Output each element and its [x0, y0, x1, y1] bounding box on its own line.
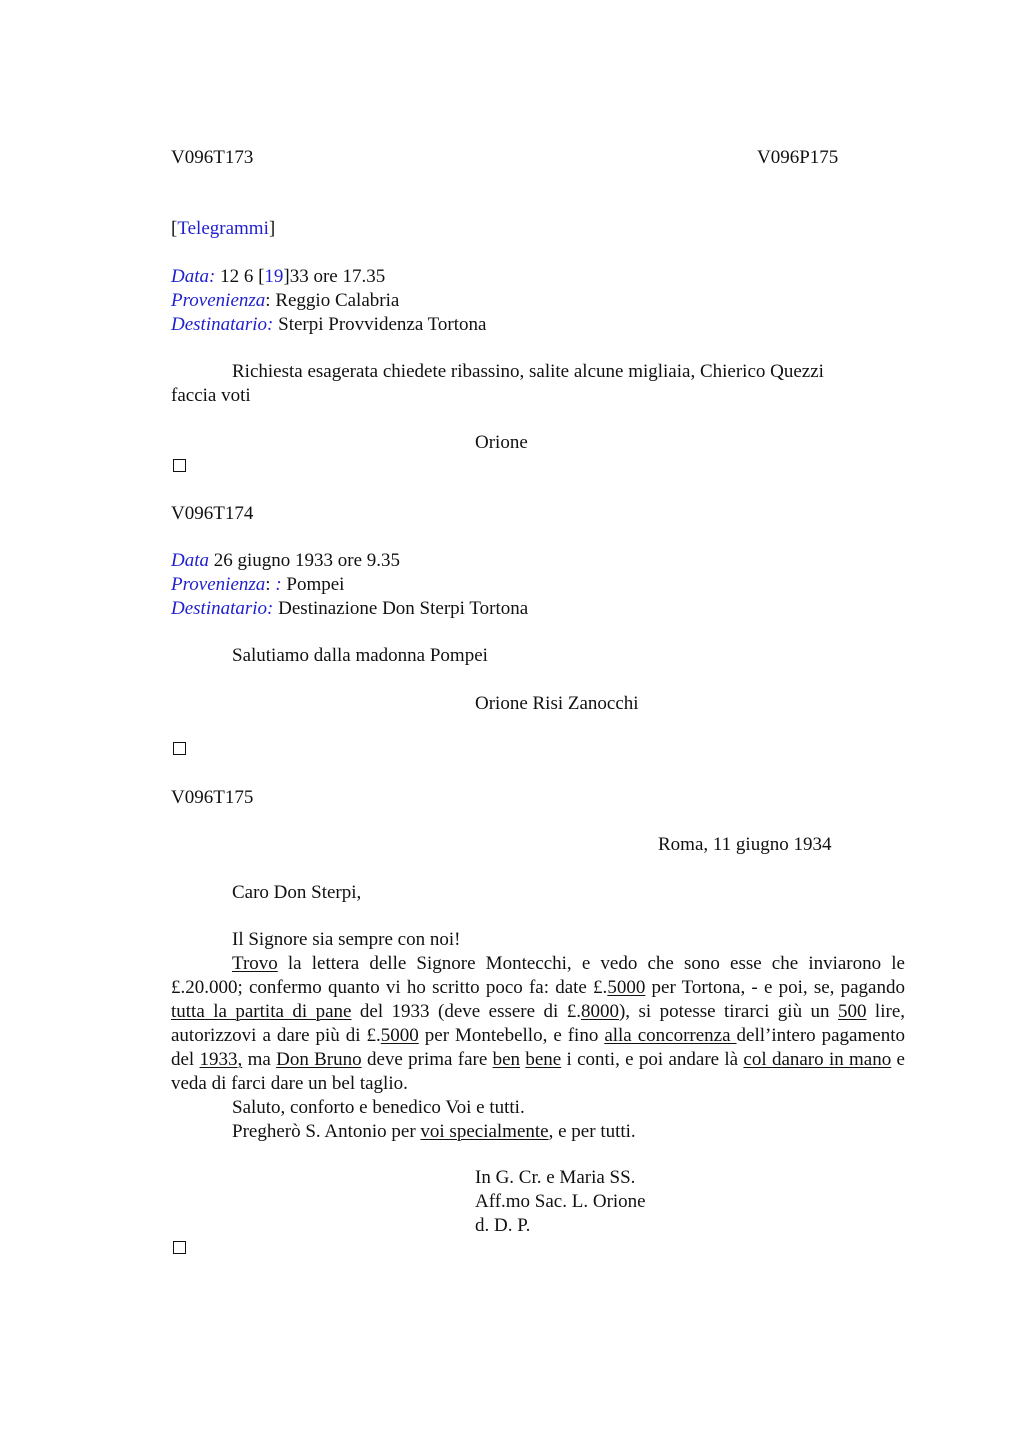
underlined-text: voi specialmente: [420, 1121, 549, 1142]
underlined-text: alla concorrenza: [604, 1025, 737, 1046]
text: ma: [242, 1049, 277, 1070]
text: del 1933 (deve essere di £.: [351, 1001, 581, 1022]
text: i conti, e poi andare là: [561, 1049, 744, 1070]
section-separator-box-icon: [173, 742, 186, 755]
letter-place-date: Roma, 11 giugno 1934: [658, 834, 832, 855]
telegram1-data-line: [171, 265, 385, 289]
text: dell’intero pagamento del: [171, 1025, 905, 1070]
telegram2-destinatario-line: [171, 597, 528, 621]
telegram2-signature: Orione Risi Zanocchi: [475, 693, 639, 714]
letter-body: [171, 928, 905, 1144]
letter-code: V096T175: [171, 787, 254, 808]
text: ), si potesse tirarci giù un: [618, 1001, 838, 1022]
provenienza-sep: :: [265, 574, 271, 595]
data-value-pre: 12 6 [: [215, 266, 265, 287]
document-code-left: V096T173: [171, 147, 254, 168]
text: e veda di farci dare un bel taglio.: [171, 1049, 905, 1094]
underlined-text: 500: [837, 1001, 867, 1022]
underlined-text: ben: [492, 1049, 521, 1070]
bracket-close: ]: [268, 218, 276, 239]
text: deve prima fare: [361, 1049, 493, 1070]
provenienza-value: Reggio Calabria: [270, 290, 400, 311]
telegram1-destinatario-line: [171, 313, 486, 337]
section-heading-label: Telegrammi: [177, 218, 269, 239]
text: , e per tutti.: [548, 1121, 636, 1142]
data-value-post: ]33 ore 17.35: [283, 266, 386, 287]
destinatario-label: Destinatario:: [171, 598, 274, 619]
text: lire, autorizzovi a dare più di £.: [171, 1001, 905, 1046]
letter-closing-2: Aff.mo Sac. L. Orione: [475, 1191, 646, 1212]
data-label: Data: [171, 550, 209, 571]
letter-closing-3: d. D. P.: [475, 1215, 531, 1236]
data-value-year: 19: [264, 266, 284, 287]
telegram2-data-line: [171, 549, 400, 573]
underlined-text: 5000: [380, 1025, 419, 1046]
telegram2-provenienza-line: [171, 573, 344, 597]
provenienza-label: Provenienza: [171, 574, 266, 595]
underlined-text: Trovo: [232, 953, 278, 974]
data-value: 26 giugno 1933 ore 9.35: [209, 550, 401, 571]
data-label: Data:: [171, 266, 216, 287]
provenienza-extra: :: [270, 574, 282, 595]
telegram1-body-line2: faccia voti: [171, 385, 251, 406]
destinatario-value: Sterpi Provvidenza Tortona: [273, 314, 487, 335]
destinatario-label: Destinatario:: [171, 314, 274, 335]
section-heading: [171, 217, 275, 241]
underlined-text: Don Bruno: [276, 1049, 362, 1070]
letter-paragraph-4: [171, 1120, 905, 1144]
provenienza-label: Provenienza: [171, 290, 266, 311]
text: Pregherò S. Antonio per: [232, 1121, 421, 1142]
section-separator-box-icon: [173, 459, 186, 472]
telegram1-provenienza-line: [171, 289, 399, 313]
telegram1-signature: Orione: [475, 432, 528, 453]
underlined-text: 8000: [580, 1001, 619, 1022]
underlined-text: 5000: [607, 977, 646, 998]
letter-salutation: Caro Don Sterpi,: [232, 882, 362, 903]
text: per Tortona, - e poi, se, pagando: [645, 977, 905, 998]
letter-closing-1: In G. Cr. e Maria SS.: [475, 1167, 636, 1188]
telegram2-body: Salutiamo dalla madonna Pompei: [232, 645, 488, 666]
provenienza-value: Pompei: [281, 574, 345, 595]
letter-paragraph-1: Il Signore sia sempre con noi!: [232, 929, 461, 950]
destinatario-value: Destinazione Don Sterpi Tortona: [273, 598, 529, 619]
text: la lettera delle Signore Montecchi, e vedo che sono esse che inviarono le £.20.000; confermo quanto vi ho scritto poco fa: date £.: [171, 953, 905, 998]
letter-paragraph-2: [171, 952, 905, 1096]
text: per Montebello, e fino: [418, 1025, 605, 1046]
underlined-text: tutta la partita di pane: [171, 1001, 352, 1022]
letter-paragraph-3: Saluto, conforto e benedico Voi e tutti.: [232, 1097, 525, 1118]
underlined-text: bene: [525, 1049, 562, 1070]
underlined-text: 1933,: [199, 1049, 243, 1070]
section-separator-box-icon: [173, 1241, 186, 1254]
telegram2-code: V096T174: [171, 503, 254, 524]
document-code-right: V096P175: [757, 147, 839, 168]
bracket-open: [: [171, 218, 178, 239]
underlined-text: col danaro in mano: [743, 1049, 892, 1070]
telegram1-body-line1: Richiesta esagerata chiedete ribassino, salite alcune migliaia, Chierico Quezzi: [232, 361, 824, 382]
provenienza-sep: :: [265, 290, 271, 311]
